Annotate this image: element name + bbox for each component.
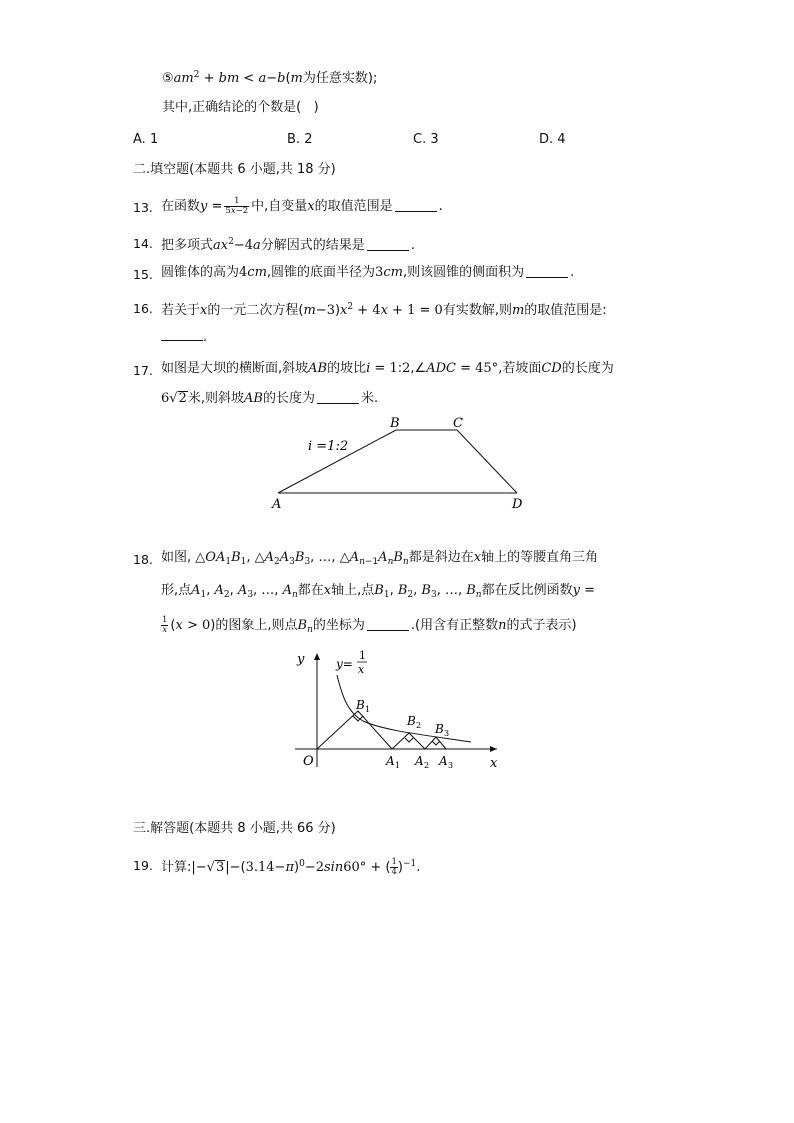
q19-number: 19. xyxy=(133,858,153,873)
q18-number: 18. xyxy=(133,552,153,567)
q16-answer-blank[interactable] xyxy=(161,328,203,341)
q18-line2-c: 轴上,点 xyxy=(331,583,375,598)
svg-text:2: 2 xyxy=(416,721,422,730)
q18-line3-a: 的图象上,则点 xyxy=(215,618,298,633)
option-d-letter: D. xyxy=(539,132,554,147)
label-b1 xyxy=(355,698,370,714)
svg-text:3: 3 xyxy=(448,761,454,770)
svg-text:3: 3 xyxy=(444,729,450,738)
q18-answer-blank[interactable] xyxy=(367,618,409,631)
option-a[interactable] xyxy=(133,131,158,149)
q15-end: . xyxy=(570,265,575,280)
triangle-3 xyxy=(425,737,446,749)
triangle-1 xyxy=(317,711,392,749)
q15-text-a: 圆锥体的高为 xyxy=(161,265,240,280)
q16-text-a: 若关于 xyxy=(161,303,201,318)
q17-text-d: ,若坡面 xyxy=(498,361,542,376)
q14-text-a: 把多项式 xyxy=(161,238,214,253)
q18-text-b: 都是斜边在 xyxy=(408,550,474,565)
q13-text-c: 的取值范围是 xyxy=(314,199,393,214)
function-label: y= xyxy=(336,657,353,671)
svg-text:B: B xyxy=(435,722,444,736)
q16-number: 16. xyxy=(133,301,153,316)
option-b[interactable] xyxy=(287,131,312,149)
right-angle-mark-3 xyxy=(432,741,440,745)
q15-answer-blank[interactable] xyxy=(526,265,568,278)
svg-text:1: 1 xyxy=(395,761,401,770)
q17-line2-b: 的长度为 xyxy=(262,391,315,406)
q14-number: 14. xyxy=(133,236,153,251)
q19-text: 计算$:|-√3|-(3.14-\pi)^0-2\sin 60^\circ$ + ( $\frac{1}{4}$ )$^{-1}$. xyxy=(161,857,421,877)
section2-title: 二.填空题(本题共 6 小题,共 18 分) xyxy=(133,162,336,177)
point-c-label: C xyxy=(453,416,463,431)
q17-text-line1: 如图是大坝的横断面,斜坡AB的坡比i = 1:2,∠ADC = 45°,若坡面CD的长度为 xyxy=(161,361,614,376)
x-axis-label: x xyxy=(490,756,498,771)
y-axis-label: y xyxy=(297,652,305,667)
label-a3 xyxy=(438,754,453,770)
q16-end: . xyxy=(203,330,208,345)
slope-ratio-label: i =1:2 xyxy=(308,439,349,454)
q18-line2-a: 形,点 xyxy=(161,583,192,598)
q13-number: 13. xyxy=(133,200,153,215)
q17-text-line2: 6√2米,则斜坡AB的长度为 米. xyxy=(161,391,379,406)
option-d[interactable] xyxy=(539,131,566,149)
q14-text-b: 分解因式的结果是 xyxy=(260,238,365,253)
option-c-value: 3 xyxy=(430,132,439,147)
function-fraction xyxy=(357,649,367,676)
q16-text: 若关于x的一元二次方程$(m-3)x^2 + 4x + 1 = 0$有实数解,则m的取值范围是: xyxy=(161,302,607,318)
hyperbola-figure xyxy=(285,645,510,775)
label-b3 xyxy=(434,722,449,738)
svg-text:B: B xyxy=(356,698,365,712)
q17-text-c: , xyxy=(410,361,415,376)
dam-cross-section-figure xyxy=(260,412,540,516)
point-a-label: A xyxy=(272,497,282,512)
q18-line2-d: 都在反比例函数 xyxy=(481,583,573,598)
q19-text-a: 计算: xyxy=(161,860,192,875)
q13-text: 在函数y = $\frac{1}{5x-2}$ 中,自变量x的取值范围是 . xyxy=(161,196,443,216)
q18-text-line1: 如图, $\triangle OA_1B_1$, $\triangle A_2A_3B_3$, …, $\triangle A_{n-1}A_nB_n$都是斜边在x轴上的等腰直角三角 xyxy=(161,550,599,567)
slope-cd xyxy=(457,430,517,493)
svg-text:A: A xyxy=(386,754,395,768)
q17-text-a: 如图是大坝的横断面,斜坡 xyxy=(161,361,309,376)
q15-number: 15. xyxy=(133,267,153,282)
svg-text:A: A xyxy=(439,754,448,768)
option-a-letter: A. xyxy=(133,132,146,147)
right-angle-mark-2 xyxy=(405,738,413,742)
svg-text:x: x xyxy=(358,663,365,676)
y-axis-arrow xyxy=(314,653,320,660)
label-a1 xyxy=(385,754,400,770)
q12-question xyxy=(162,99,319,117)
option-c-letter: C. xyxy=(413,132,427,147)
item5-text: 为任意实数); xyxy=(302,71,378,86)
q18-text-line2: 形,点$A_1$, $A_2$, $A_3$, …, $A_n$都在x轴上,点$B_1$, $B_2$, $B_3$, …, $B_n$都在反比例函数y = xyxy=(161,583,595,600)
origin-label: O xyxy=(303,754,314,769)
q18-text-line3: $\frac{1}{x}$ (x > 0)的图象上,则点$B_n$的坐标为 .(用含有正整数n的式子表示) xyxy=(162,615,577,635)
q18-text-a: 如图, xyxy=(161,550,192,565)
svg-text:1: 1 xyxy=(359,649,366,662)
option-a-value: 1 xyxy=(149,132,159,147)
q14-answer-blank[interactable] xyxy=(367,238,409,251)
q19-end: . xyxy=(416,860,421,875)
point-b-label: B xyxy=(390,416,400,431)
q13-answer-blank[interactable] xyxy=(395,199,437,212)
point-d-label: D xyxy=(512,497,523,512)
svg-text:2: 2 xyxy=(424,761,430,770)
q17-text-e: 的长度为 xyxy=(561,361,614,376)
q18-line3-b: 的坐标为 xyxy=(312,618,365,633)
q17-line2-end: 米. xyxy=(360,391,379,406)
x-axis-arrow xyxy=(490,746,497,752)
q13-text-a: 在函数 xyxy=(161,199,201,214)
option-d-value: 4 xyxy=(557,132,566,147)
option-b-value: 2 xyxy=(304,132,313,147)
section3-title: 三.解答题(本题共 8 小题,共 66 分) xyxy=(133,821,336,836)
q16-text-d: 的取值范围是: xyxy=(524,303,607,318)
q16-text-c: 有实数解,则 xyxy=(442,303,512,318)
q18-line2-b: 都在 xyxy=(297,583,324,598)
q18-line3-d: 的式子表示) xyxy=(506,618,577,633)
q17-answer-blank[interactable] xyxy=(317,391,359,404)
circled-5: ⑤ xyxy=(162,71,174,86)
option-b-letter: B. xyxy=(287,132,301,147)
q16-answer-line xyxy=(161,328,207,347)
q15-text-b: ,圆锥的底面半径为 xyxy=(266,265,376,280)
q14-end: . xyxy=(410,238,415,253)
q17-line2-a: 米,则斜坡 xyxy=(187,391,244,406)
label-a2 xyxy=(414,754,429,770)
q13-text-b: 中,自变量 xyxy=(251,199,308,214)
q12-question-text: 其中,正确结论的个数是( xyxy=(162,100,302,115)
q17-text-b: 的坡比 xyxy=(327,361,367,376)
q18-line3-c: .(用含有正整数 xyxy=(410,618,499,633)
label-b2 xyxy=(406,714,421,730)
q18-text-c: 轴上的等腰直角三角 xyxy=(481,550,599,565)
q14-text: 把多项式$ax^2-4a$分解因式的结果是 . xyxy=(161,237,415,253)
svg-text:1: 1 xyxy=(365,705,371,714)
q15-text-c: ,则该圆锥的侧面积为 xyxy=(402,265,525,280)
svg-text:B: B xyxy=(407,714,416,728)
q12-close-paren: ) xyxy=(313,100,319,115)
option-c[interactable] xyxy=(413,131,439,149)
q16-text-b: 的一元二次方程 xyxy=(207,303,299,318)
q15-text: 圆锥体的高为4cm,圆锥的底面半径为3cm,则该圆锥的侧面积为 . xyxy=(161,265,575,280)
svg-text:A: A xyxy=(415,754,424,768)
q17-number: 17. xyxy=(133,363,153,378)
q13-end: . xyxy=(438,199,443,214)
q12-item5: $⑤am^2$ + bm < a−b(m为任意实数); xyxy=(162,70,378,86)
